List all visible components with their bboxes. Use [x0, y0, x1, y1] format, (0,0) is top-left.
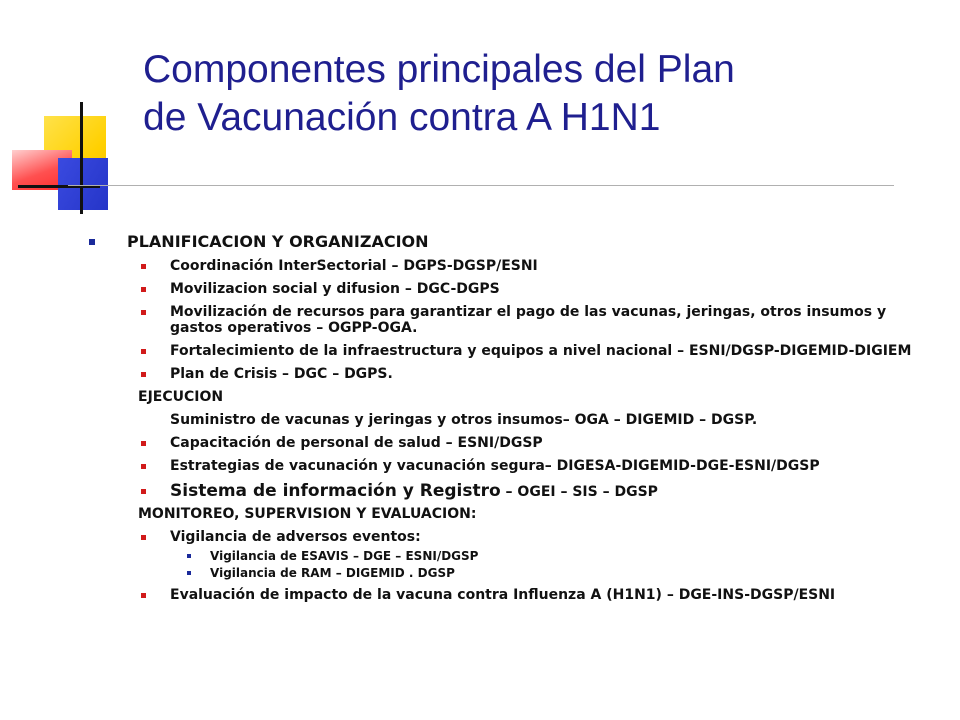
bullet-square-icon	[141, 464, 146, 469]
title-line-1: Componentes principales del Plan	[143, 48, 735, 91]
bullet-square-icon	[187, 571, 191, 575]
list-item: Estrategias de vacunación y vacunación segura– DIGESA-DIGEMID-DGE-ESNI/DGSP	[88, 458, 870, 474]
section-heading-planificacion: PLANIFICACION Y ORGANIZACION	[88, 232, 928, 252]
list-item-sistema	[88, 481, 928, 502]
bullet-square-icon	[141, 489, 146, 494]
bullet-square-icon	[141, 264, 146, 269]
bullet-square-icon	[141, 535, 146, 540]
bullet-square-icon	[141, 593, 146, 598]
sub-list-item: Vigilancia de ESAVIS – DGE – ESNI/DGSP	[88, 549, 928, 564]
list-item: Evaluación de impacto de la vacuna contra Influenza A (H1N1) – DGE-INS-DGSP/ESNI	[88, 587, 888, 603]
sistema-label: Sistema de información y Registro	[170, 481, 501, 501]
sistema-owners: – OGEI – SIS – DGSP	[500, 484, 658, 500]
bullet-square-icon	[89, 239, 95, 245]
list-item: Movilización de recursos para garantizar el pago de las vacunas, jeringas, otros insumos y gastos operativos – OGPP-OGA.	[88, 304, 928, 336]
deco-vertical-line	[80, 102, 83, 214]
title-line-2: de Vacunación contra A H1N1	[143, 96, 661, 139]
title-divider	[68, 185, 894, 186]
list-item: Coordinación InterSectorial – DGPS-DGSP/ESNI	[88, 258, 928, 274]
bullet-square-icon	[141, 310, 146, 315]
section-heading-monitoreo: MONITOREO, SUPERVISION Y EVALUACION:	[138, 506, 477, 522]
bullet-square-icon	[141, 372, 146, 377]
section-heading-ejecucion: EJECUCION	[138, 389, 224, 405]
list-item: Plan de Crisis – DGC – DGPS.	[88, 366, 928, 382]
bullet-square-icon	[141, 287, 146, 292]
list-item: Movilizacion social y difusion – DGC-DGPS	[88, 281, 928, 297]
list-item: Fortalecimiento de la infraestructura y equipos a nivel nacional – ESNI/DGSP-DIGEMID-DIGIEM	[88, 343, 928, 359]
sub-list-item: Vigilancia de RAM – DIGEMID . DGSP	[88, 566, 928, 581]
list-item: Capacitación de personal de salud – ESNI/DGSP	[88, 435, 928, 451]
bullet-square-icon	[187, 554, 191, 558]
ejecucion-intro: Suministro de vacunas y jeringas y otros insumos– OGA – DIGEMID – DGSP.	[170, 412, 758, 428]
deco-blue-square	[58, 158, 108, 210]
slide-body	[88, 232, 928, 603]
bullet-square-icon	[141, 349, 146, 354]
bullet-square-icon	[141, 441, 146, 446]
list-item: Vigilancia de adversos eventos:	[88, 529, 928, 545]
page-title	[143, 46, 923, 142]
